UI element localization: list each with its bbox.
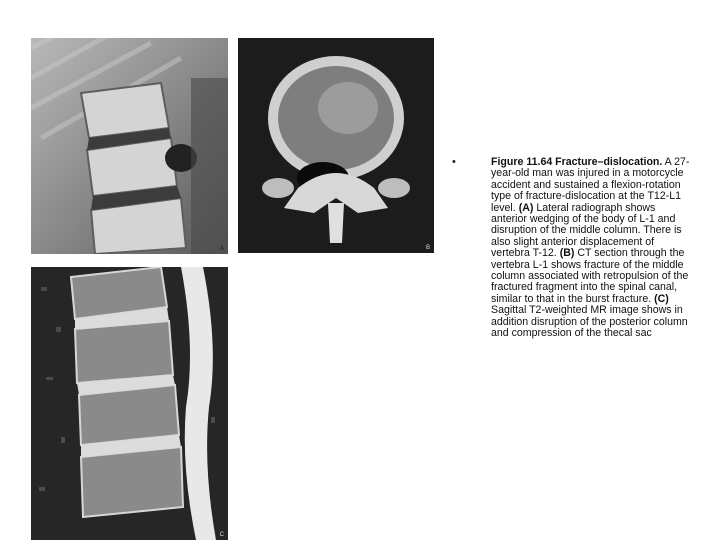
caption-text-a: Lateral radiograph shows anterior wedging of the body of L-1 and disruption of the middle column. There is also slight anterior displacement of vertebra T-12. [491, 201, 682, 260]
caption-text-c: Sagittal T2-weighted MR image shows in addition disruption of the posterior column and compression of the thecal sac [491, 304, 688, 340]
caption-label-c: (C) [654, 292, 669, 305]
ct-axial-graphic [238, 38, 434, 253]
caption-label-a: (A) [518, 201, 534, 214]
caption-text-b: CT section through the vertebra L-1 shows fracture of the middle column associated with retropulsion of the fractured fragment into the spinal canal, similar to that in the burst fracture. [491, 247, 689, 305]
panel-a-label: A [219, 246, 224, 252]
ct-axial-image [238, 38, 434, 253]
figure-caption [491, 157, 694, 340]
caption-title: Figure 11.64 Fracture–dislocation. [491, 156, 663, 168]
caption-bullet: • [452, 156, 456, 168]
caption-label-b: (B) [559, 247, 575, 260]
panel-b-label: B [425, 245, 430, 251]
mri-sagittal-graphic [31, 267, 228, 540]
radiograph-lateral-image [31, 38, 228, 254]
caption-text-intro: A 27-year-old man was injured in a motorcycle accident and sustained a flexion-rotation type of fracture-dislocation at the T12-L1 level. [491, 156, 690, 214]
panel-c-label: C [219, 532, 224, 538]
mri-sagittal-image [31, 267, 228, 540]
radiograph-lateral-graphic [31, 38, 228, 254]
